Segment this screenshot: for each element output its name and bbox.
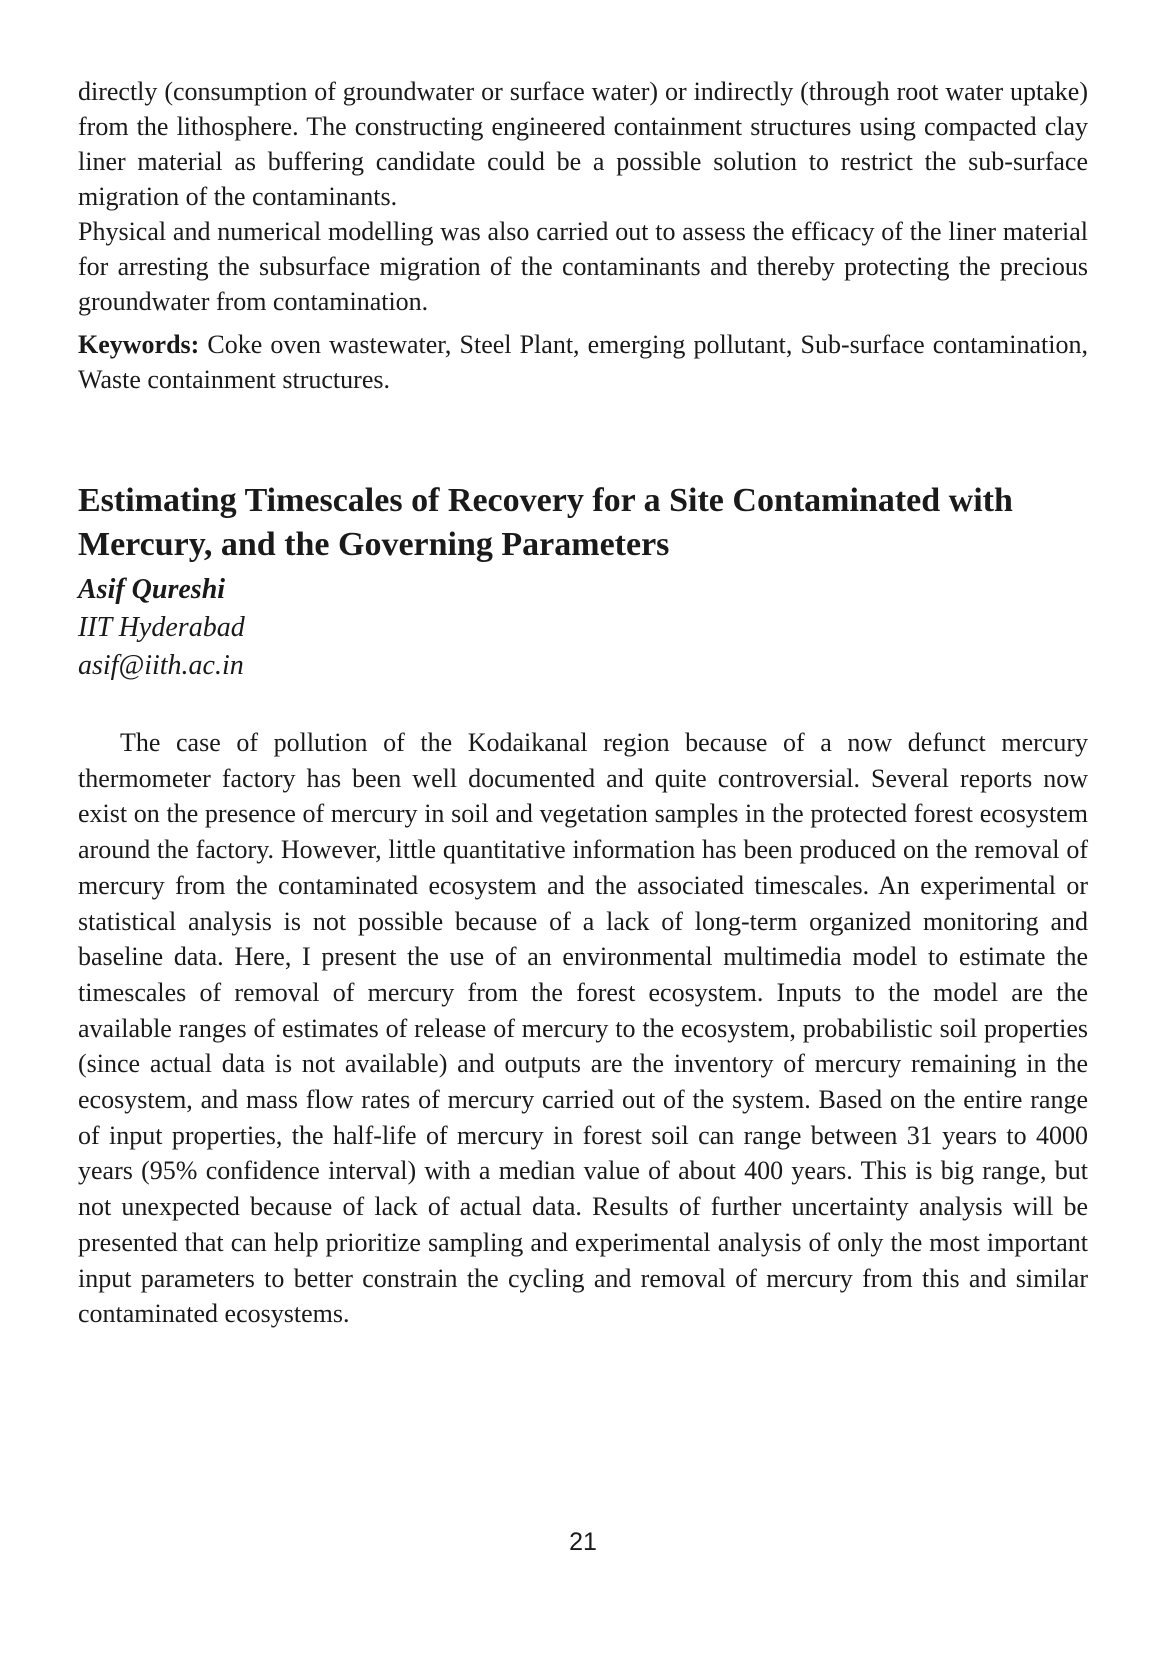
- keywords: [78, 327, 1088, 397]
- previous-abstract-paragraph-1: directly (consumption of groundwater or surface water) or indirectly (through root water uptake) from the lithosphere. The constructing engineered containment structures using compacted clay liner material as buffering candidate could be a possible solution to restrict the sub-surface migration of the contaminants.: [78, 77, 1088, 211]
- author-name: Asif Qureshi: [78, 574, 226, 605]
- previous-abstract-paragraph-2: Physical and numerical modelling was also carried out to assess the efficacy of the liner material for arresting the subsurface migration of the contaminants and thereby protecting the precious groundwater from contamination.: [78, 217, 1088, 316]
- keywords-label: Keywords:: [78, 330, 200, 359]
- abstract-body: The case of pollution of the Kodaikanal region because of a now defunct mercury thermometer factory has been well documented and quite controversial. Several reports now exist on the presence of mercury in soil and vegetation samples in the protected forest ecosystem around the factory. However, little quantitative information has been produced on the removal of mercury from the contaminated ecosystem and the associated timescales. An experimental or statistical analysis is not possible because of a lack of long-term organized monitoring and baseline data. Here, I present the use of an environmental multimedia model to estimate the timescales of removal of mercury from the forest ecosystem. Inputs to the model are the available ranges of estimates of release of mercury to the ecosystem, probabilistic soil properties (since actual data is not available) and outputs are the inventory of mercury remaining in the ecosystem, and mass flow rates of mercury carried out of the system. Based on the entire range of input properties, the half-life of mercury in forest soil can range between 31 years to 4000 years (95% confidence interval) with a median value of about 400 years. This is big range, but not unexpected because of lack of actual data. Results of further uncertainty analysis will be presented that can help prioritize sampling and experimental analysis of only the most important input parameters to better constrain the cycling and removal of mercury from this and similar contaminated ecosystems.: [78, 728, 1088, 1329]
- article-title: Estimating Timescales of Recovery for a Site Contaminated with Mercury, and the Governing Parameters: [78, 482, 1013, 563]
- author-email: asif@iith.ac.in: [78, 650, 244, 681]
- author-block: [78, 571, 1088, 685]
- page-number: 21: [569, 1528, 597, 1556]
- author-affiliation: IIT Hyderabad: [78, 612, 245, 643]
- keywords-text: Coke oven wastewater, Steel Plant, emerging pollutant, Sub-surface contamination, Waste containment structures.: [78, 330, 1088, 394]
- page-content: [78, 74, 1088, 1332]
